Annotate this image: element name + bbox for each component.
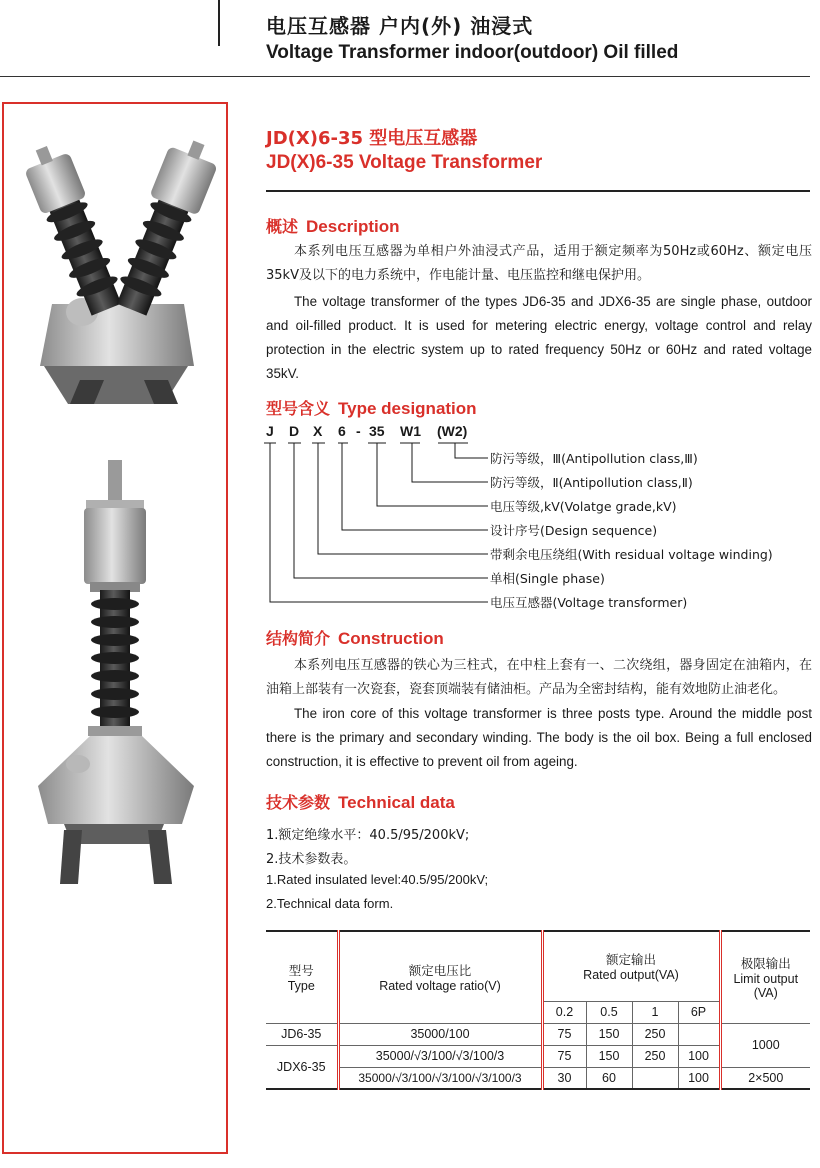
code-w2: (W2) [437,423,468,439]
cell-row2-c1: 75 [542,1045,586,1067]
cell-row2-c4: 100 [678,1045,720,1067]
product-image-frame [2,102,228,1154]
cell-jdx-type: JDX6-35 [276,1059,326,1074]
page-title-cn: 电压互感器 户内(外) 油浸式 [266,14,534,38]
cell-row1-c1: 75 [542,1023,586,1045]
header-type [266,931,338,1023]
designation-leader-lines [260,440,496,615]
type-designation-heading-en: Type designation [338,399,477,418]
class-0.5: 0.5 [586,1001,632,1023]
technical-heading-en: Technical data [338,793,455,812]
construction-heading-en: Construction [338,629,444,648]
designation-label-voltage-grade: 电压等级,kV(Volatge grade,kV) [490,499,677,514]
code-letter-x: X [313,423,323,439]
designation-label-single-phase: 单相(Single phase) [490,571,605,586]
construction-paragraph-en: The iron core of this voltage transformer is three posts type. Around the middle post there is the primary and secondary winding. The body is the oil box. Being a full enclosed construction, it is effective to prevent oil from ageing. [266,706,812,769]
technical-heading-cn: 技术参数 [266,793,331,812]
header-output [542,931,720,1001]
code-design-sequence: 6 [338,423,346,439]
cell-row1-c2: 150 [586,1023,632,1045]
description-paragraph-en: The voltage transformer of the types JD6-35 and JDX6-35 are single phase, outdoor and oil-filled product. It is used for metering electric energy, voltage control and relay protection in the electric system up to rated frequency 50Hz or 60Hz and rated voltage 35kV. [266,294,812,381]
code-letter-d: D [289,423,300,439]
designation-label-antipollution-3: 防污等级，Ⅲ(Antipollution class,Ⅲ) [490,451,698,466]
product-rule [266,190,810,192]
technical-data-table [266,930,810,1090]
header-output-en: Rated output(VA) [583,968,679,983]
technical-item-1-en: 1.Rated insulated level:40.5/95/200kV; [266,872,489,887]
header-ratio [338,931,542,1023]
cell-row2-c3: 250 [632,1045,678,1067]
header-type-cn: 型号 [288,963,314,979]
header-limit [720,931,810,1023]
description-paragraph-cn: 本系列电压互感器为单相户外油浸式产品，适用于额定频率为50Hz或60Hz、额定电压35kV及以下的电力系统中，作电能计量、电压监控和继电保护用。 [266,244,812,283]
product-title-cn: JD(X)6-35 型电压互感器 [266,128,478,149]
header-output-cn: 额定输出 [605,952,656,968]
page-title-en: Voltage Transformer indoor(outdoor) Oil filled [266,42,679,63]
header-rule [0,76,810,77]
jd6-35-transformer-image [38,460,194,884]
header-limit-en: Limit output [733,972,799,987]
header-ratio-en: Rated voltage ratio(V) [379,979,501,994]
class-1: 1 [632,1001,678,1023]
cell-row3-ratio: 35000/√3/100/√3/100/√3/100/3 [338,1067,542,1089]
product-title-en: JD(X)6-35 Voltage Transformer [266,152,543,173]
type-designation-heading [266,396,477,419]
cell-row3-c2: 60 [586,1067,632,1089]
cell-row3-c4: 100 [678,1067,720,1089]
technical-heading [266,790,455,813]
code-dash: - [356,423,361,439]
construction-heading-cn: 结构简介 [266,629,331,648]
code-voltage: 35 [369,423,385,439]
type-designation-heading-cn: 型号含义 [266,399,331,418]
technical-item-1-cn: 1.额定绝缘水平：40.5/95/200kV; [266,828,470,843]
construction-paragraph-cn: 本系列电压互感器的铁心为三柱式，在中柱上套有一、二次绕组，器身固定在油箱内，在油箱上部装有一次瓷套，瓷套顶端装有储油柜。产品为全密封结构，能有效地防止油老化。 [266,658,812,697]
jdx6-35-transformer-image [19,133,223,404]
header-divider [218,0,220,46]
cell-jd-type: JD6-35 [281,1027,322,1041]
designation-label-design-sequence: 设计序号(Design sequence) [490,523,658,538]
designation-label-voltage-transformer: 电压互感器(Voltage transformer) [490,595,688,610]
description-heading [266,214,400,237]
transformer-illustrations [4,104,226,1152]
cell-limit-shared: 1000 [720,1023,810,1067]
construction-heading [266,626,444,649]
header-limit-cn: 极限输出 [740,956,791,972]
cell-row2-c2: 150 [586,1045,632,1067]
header-type-en: Type [287,979,315,994]
class-6p: 6P [678,1001,720,1023]
code-letter-j: J [266,423,274,439]
designation-label-antipollution-2: 防污等级，Ⅱ(Antipollution class,Ⅱ) [490,475,693,490]
header-ratio-cn: 额定电压比 [408,963,472,979]
class-0.2: 0.2 [542,1001,586,1023]
header-limit-unit: (VA) [753,986,778,1001]
technical-item-2-en: 2.Technical data form. [266,896,394,911]
cell-row1-c4 [678,1023,720,1045]
cell-row2-ratio: 35000/√3/100/√3/100/3 [338,1045,542,1067]
cell-row3-limit: 2×500 [720,1067,810,1089]
cell-row3-c3 [632,1067,678,1089]
cell-row1-ratio: 35000/100 [338,1023,542,1045]
code-w1: W1 [400,423,421,439]
cell-row1-c3: 250 [632,1023,678,1045]
description-heading-en: Description [306,217,400,236]
description-heading-cn: 概述 [266,217,299,236]
designation-label-residual-winding: 带剩余电压绕组(With residual voltage winding) [490,547,773,562]
technical-item-2-cn: 2.技术参数表。 [266,852,357,867]
cell-row3-c1: 30 [542,1067,586,1089]
